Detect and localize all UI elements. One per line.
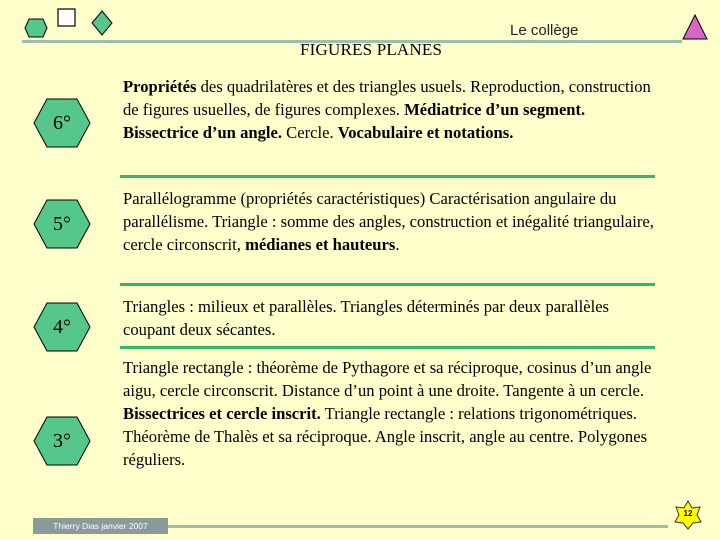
bold-text-segment: Bissectrices et cercle inscrit. [123,404,321,423]
text-segment: Triangle rectangle : relations trigonométriques. Théorème de Thalès et sa réciproque. Angle inscrit, angle au centre. Polygones réguliers. [123,404,648,469]
grade-badge [33,302,91,352]
triangle-icon [682,14,708,40]
grade-label: 4° [53,315,71,338]
square-icon [57,8,77,28]
section-divider [120,346,655,349]
footer-rule [168,525,668,528]
section-text [123,187,663,256]
section-text [123,295,663,341]
text-segment: Triangles : milieux et parallèles. Triangles déterminés par deux parallèles coupant deux sécantes. [123,297,610,339]
grade-badge [33,98,91,148]
page-number-badge [673,500,703,530]
bold-text-segment: Propriétés [123,77,197,96]
bold-text-segment: médianes et hauteurs [245,235,396,254]
section-divider [120,283,655,286]
grade-label: 3° [53,429,71,452]
grade-badge [33,199,91,249]
hexagon-icon [24,18,48,38]
text-segment: des quadrilatères et des triangles usuels. Reproduction, construction de figures usuelles, de figures complexes. [123,77,651,119]
bold-text-segment: Vocabulaire et notations. [337,123,514,142]
page-number: 12 [683,509,693,518]
page-title: FIGURES PLANES [300,40,443,59]
text-segment: Triangle rectangle : théorème de Pythagore et sa réciproque, cosinus d’un angle aigu, cercle circonscrit. Distance d’un point à une droite. Tangente à un cercle. [123,358,652,400]
diamond-icon [91,10,113,36]
grade-label: 5° [53,212,71,235]
section-text [123,75,663,144]
grade-label: 6° [53,111,71,134]
grade-badge [33,416,91,466]
section-text [123,356,663,471]
author-footer: Thierry Dias janvier 2007 [33,518,168,534]
section-divider [120,175,655,178]
text-segment: Cercle. [282,123,338,142]
text-segment: . [395,235,400,254]
brand-label: Le collège [510,22,579,39]
bold-text-segment: Médiatrice d’un segment. Bissectrice d’un angle. [123,100,586,142]
text-segment: Parallélogramme (propriétés caractéristiques) Caractérisation angulaire du parallélisme. Triangle : somme des angles, construction et inégalité triangulaire, cercle circonscrit, [123,189,654,254]
